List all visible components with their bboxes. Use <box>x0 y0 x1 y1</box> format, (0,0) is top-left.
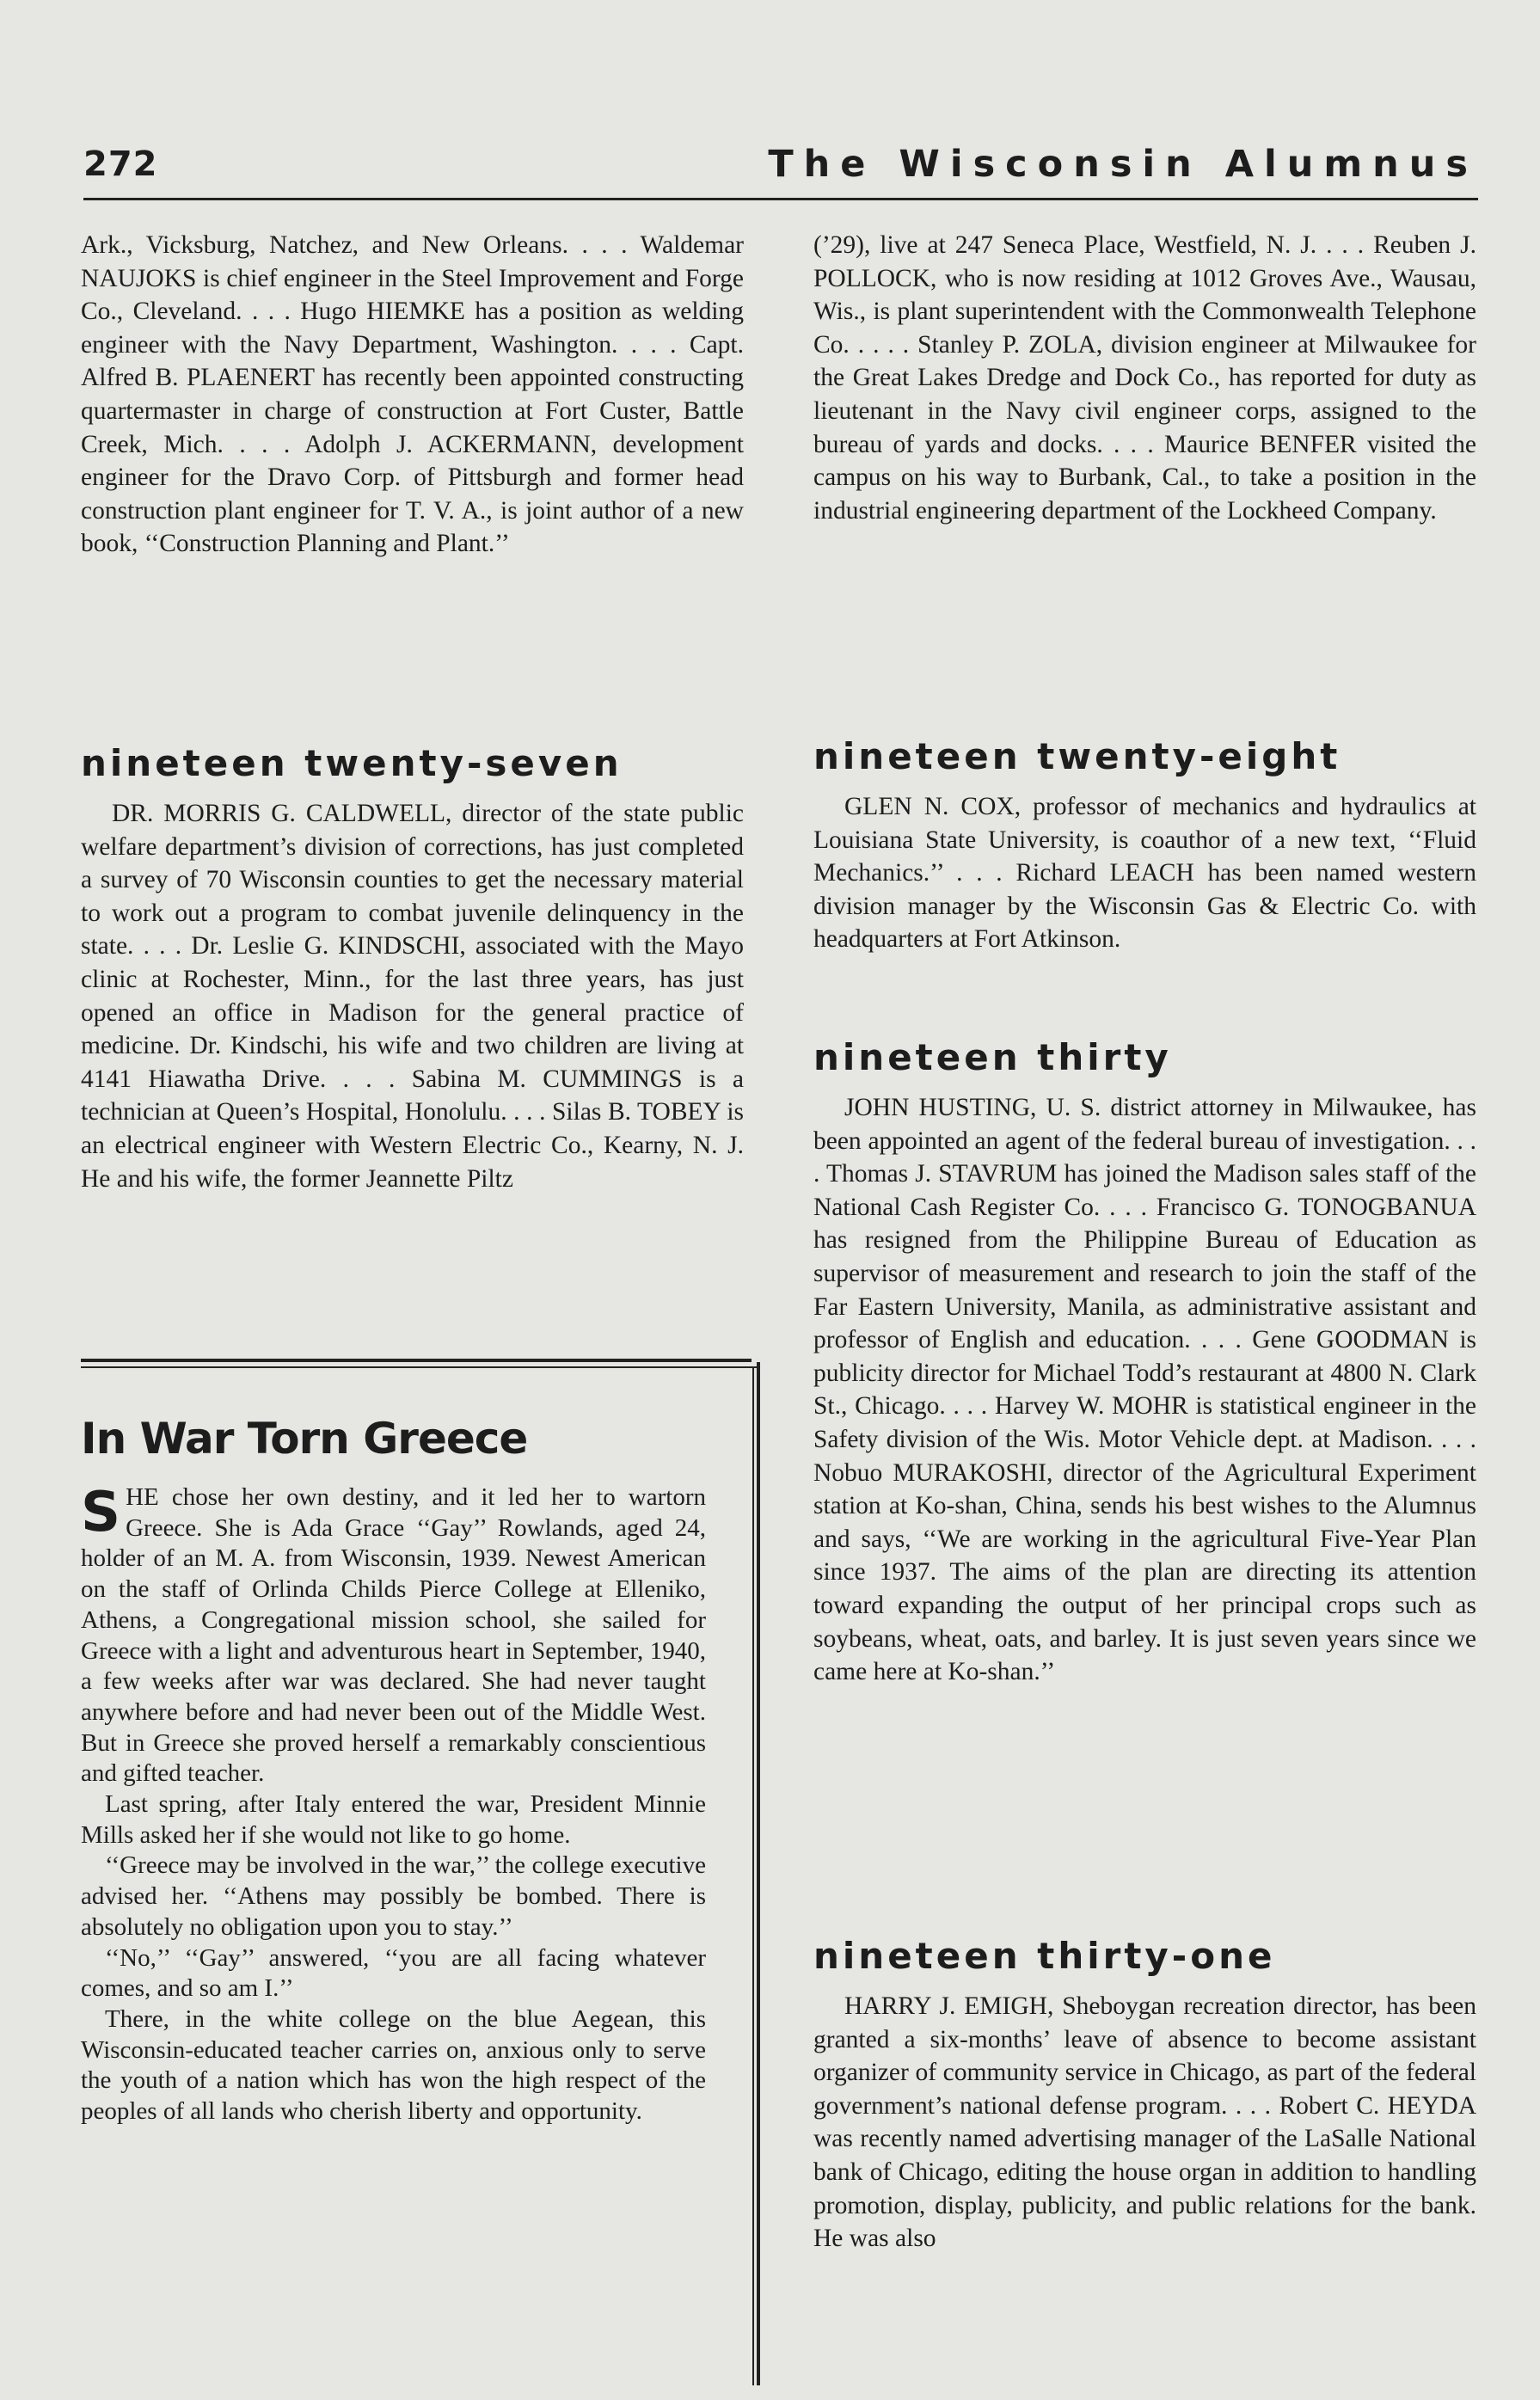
class-notes-paragraph: DR. MORRIS G. CALDWELL, director of the state public welfare department’s division of corrections, has just completed a survey of 70 Wisconsin counties to get the necessary material to work out a program to combat juvenile delinquency in the state. . . . Dr. Leslie G. KINDSCHI, associated with the Mayo clinic at Rochester, Minn., for the last three years, has just opened an office in Madison for the general practice of medicine. Dr. Kindschi, his wife and two children are living at 4141 Hiawatha Drive. . . . Sabina M. CUMMINGS is a technician at Queen’s Hospital, Honolulu. . . . Silas B. TOBEY is an electrical engineer with Western Electric Co., Kearny, N. J. He and his wife, the former Jeannette Piltz <box>81 800 744 1193</box>
continued-paragraph: Ark., Vicksburg, Natchez, and New Orleans. . . . Waldemar NAUJOKS is chief engineer in the Steel Improvement and Forge Co., Cleveland. . . . Hugo HIEMKE has a position as welding engineer with the Navy Department, Washington. . . . Capt. Alfred B. PLAENERT has recently been appointed constructing quartermaster in charge of construction at Fort Custer, Battle Creek, Mich. . . . Adolph J. ACKERMANN, development engineer for the Dravo Corp. of Pittsburgh and former head construction plant engineer for T. V. A., is joint author of a new book, ‘‘Construction Planning and Plant.’’ <box>81 231 744 558</box>
class-heading: nineteen twenty-eight <box>813 735 1341 777</box>
header-rule <box>83 198 1478 200</box>
left-column-continued <box>81 229 744 561</box>
feature-paragraph-text: HE chose her own destiny, and it led her to wartorn Greece. She is Ada Grace ‘‘Gay’’ Rowlands, aged 24, holder of an M. A. from Wisconsin, 1939. Newest American on the staff of Orlinda Childs Pierce College at Elleniko, Athens, a Congregational mission school, she sailed for Greece with a light and adventurous heart in September, 1940, a few weeks after war was declared. She had never taught anywhere before and had never been out of the Middle West. But in Greece she proved herself a remarkably conscientious and gifted teacher. <box>81 1483 706 1788</box>
feature-paragraph: ‘‘No,’’ ‘‘Gay’’ answered, ‘‘you are all facing whatever comes, and so am I.’’ <box>81 1943 706 2003</box>
section-class-1928 <box>813 735 1476 778</box>
feature-box <box>81 1359 752 2325</box>
feature-box-border <box>752 1367 754 2385</box>
class-notes-paragraph: GLEN N. COX, professor of mechanics and hydraulics at Louisiana State University, is coauthor of a new text, ‘‘Fluid Mechanics.’’ . . . Richard LEACH has been named western division manager by the Wisconsin Gas & Electric Co. with headquarters at Fort Atkinson. <box>813 793 1476 954</box>
page-number: 272 <box>83 144 158 184</box>
section-class-1931 <box>813 1935 1476 1978</box>
feature-paragraph: ‘‘Greece may be involved in the war,’’ the college executive advised her. ‘‘Athens may possibly be bombed. There is absolutely no obligation upon you to stay.’’ <box>81 1851 706 1941</box>
magazine-title: The Wisconsin Alumnus <box>768 143 1478 186</box>
section-body-1931 <box>813 1990 1476 2256</box>
feature-paragraph: There, in the white college on the blue Aegean, this Wisconsin-educated teacher carries on, anxious only to serve the youth of a nation which has won the high respect of the peoples of all lands who cherish liberty and opportunity. <box>81 2004 706 2126</box>
feature-paragraph: Last spring, after Italy entered the war, President Minnie Mills asked her if she would not like to go home. <box>81 1790 706 1849</box>
class-heading: nineteen twenty-seven <box>81 742 623 784</box>
right-column-continued <box>813 229 1476 527</box>
section-body-1930 <box>813 1091 1476 1689</box>
feature-title: In War Torn Greece <box>81 1414 528 1464</box>
class-notes-paragraph: HARRY J. EMIGH, Sheboygan recreation director, has been granted a six-months’ leave of absence to become assistant organizer of community service in Chicago, as part of the federal government’s national defense program. . . . Robert C. HEYDA was recently named advertising manager of the LaSalle National bank of Chicago, editing the house organ in addition to handling promotion, display, publicity, and public relations for the bank. He was also <box>813 1992 1476 2253</box>
feature-body <box>81 1482 706 2127</box>
page-header <box>83 143 1478 194</box>
section-class-1927 <box>81 742 744 785</box>
continued-paragraph: (’29), live at 247 Seneca Place, Westfield, N. J. . . . Reuben J. POLLOCK, who is now residing at 1012 Groves Ave., Wausau, Wis., is plant superintendent with the Commonwealth Telephone Co. . . . . Stanley P. ZOLA, division engineer at Milwaukee for the Great Lakes Dredge and Dock Co., has reported for duty as lieutenant in the Navy civil engineer corps, assigned to the bureau of yards and docks. . . . Maurice BENFER visited the campus on his way to Burbank, Cal., to take a position in the industrial engineering department of the Lockheed Company. <box>813 231 1476 525</box>
drop-cap: S <box>81 1481 121 1544</box>
feature-paragraph <box>81 1482 706 1789</box>
class-notes-paragraph: JOHN HUSTING, U. S. district attorney in Milwaukee, has been appointed an agent of the federal bureau of investigation. . . . Thomas J. STAVRUM has joined the Madison sales staff of the National Cash Register Co. . . . Francisco G. TONOGBANUA has resigned from the Philippine Bureau of Education as supervisor of measurement and research to join the staff of the Far Eastern University, Manila, as administrative assistant and professor of English and education. . . . Gene GOODMAN is publicity director for Michael Todd’s restaurant at 4800 N. Clark St., Chicago. . . . Harvey W. MOHR is statistical engineer in the Safety division of the Wis. Motor Vehicle dept. at Madison. . . . Nobuo MURAKOSHI, director of the Agricultural Experiment station at Ko-shan, China, sends his best wishes to the Alumnus and says, ‘‘We are working in the agricultural Five-Year Plan since 1937. The aims of the plan are directing its attention toward expanding the output of her principal crops such as soybeans, wheat, oats, and barley. It is just seven years since we came here at Ko-shan.’’ <box>813 1094 1476 1686</box>
section-body-1928 <box>813 790 1476 956</box>
class-heading: nineteen thirty <box>813 1036 1172 1078</box>
class-heading: nineteen thirty-one <box>813 1935 1276 1977</box>
section-body-1927 <box>81 797 744 1195</box>
section-class-1930 <box>813 1036 1476 1079</box>
